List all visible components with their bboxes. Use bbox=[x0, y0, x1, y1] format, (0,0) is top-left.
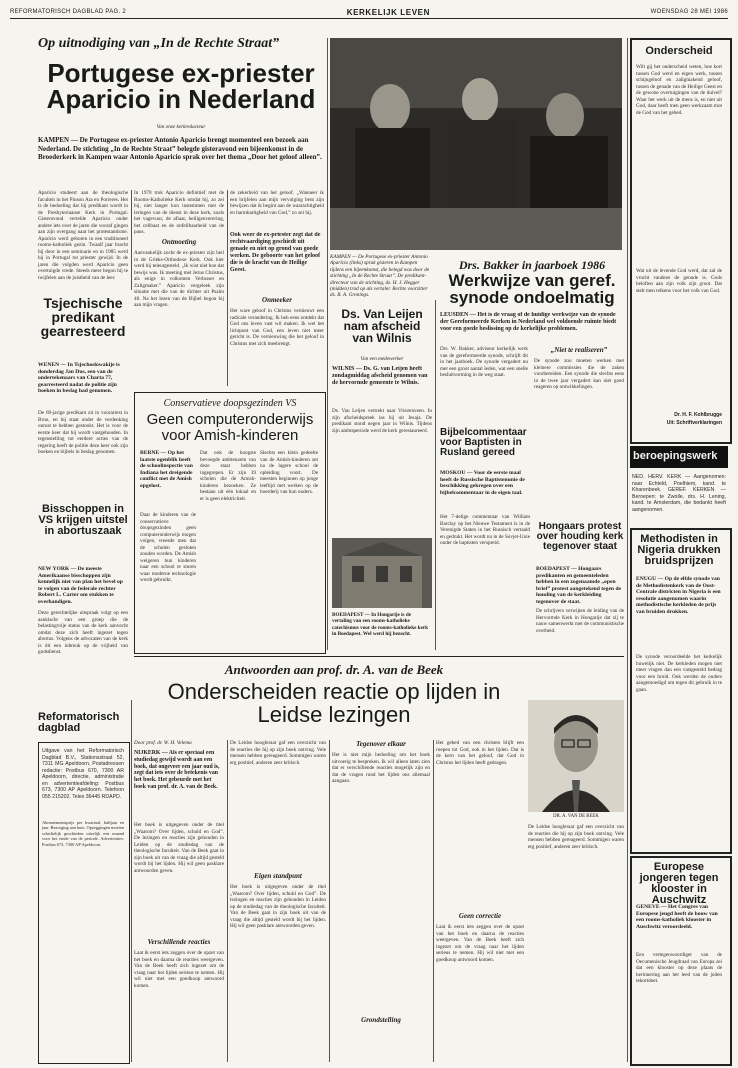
de-beek-side-col: De Leidse hoogleraar gaf een overzicht van de reacties die hij op zijn boek ontving. Vele mensen hebben gereageerd. Sommigen waren erg positief, anderen zeer kritisch. bbox=[528, 824, 624, 850]
amish-body-col2: Dat ook de hoogste bevoegde ambtenaren van deze staat hebben ingegrepen. Er zijn 39 scholen die de Amish-kinderen bezoeken. Ze bestaan uit één lokaal en er is geen elektriciteit. bbox=[200, 450, 256, 502]
tsjechische-body: De 69-jarige predikant zit in voorarrest in Brno, en hij staat onder de verdenking onrust te hebben gestookt. Het is voor de eerste keer dat hij wordt vastgehouden. In tegenstelling tot eerdere acties van de regering heeft de politie deze keer ook zijn boeken en bijbels in beslag genomen. bbox=[38, 410, 128, 455]
bijbelcommentaar-headline: Bijbelcommentaar voor Baptisten in Rusland gereed bbox=[440, 427, 527, 458]
main-headline: Portugese ex-priester Aparicio in Nederland bbox=[46, 58, 316, 114]
de-beek-body-col2: Laat ik eerst iets zeggen over de opzet van het boek en daarna de reacties weergeven. Van de Beek heeft zich ingezet om de vraag naar het lijden serieus te nemen. Hij wil niet met een goedkoop antwoord komen. bbox=[134, 950, 224, 989]
bakker-body-col2: De synode zou moeten werken met kleinere commissies die de zaken voorbereiden. Een synode die slechts eens in de twee jaar vergadert kan niet goed reageren op ontwikkelingen. bbox=[534, 358, 624, 390]
bakker-headline: Werkwijze van geref. synode ondoelmatig bbox=[448, 271, 616, 307]
main-kicker: Op uitnodiging van „In de Rechte Straat” bbox=[38, 36, 280, 51]
bisschoppen-body: Deze gerechtelijke uitspraak volgt op een aanklacht van een groep die de belastingvrije status van de kerk aanvecht omdat deze zich heeft ingezet tegen abortus. Volgens de advocaten van de kerk is dit een inbreuk op de vrijheid van godsdienst. bbox=[38, 610, 128, 655]
photo-building bbox=[332, 538, 432, 608]
de-beek-body: Het boek is uitgegeven onder de titel „Waarom? Over lijden, schuld en God”. De lezingen en reacties zijn gehouden in Leiden op de studiedag van de theologische faculteit. Van de Beek gaat in zijn boek uit van de vraag die altijd gesteld wordt bij het lijden. Hij wil geen pasklare antwoorden geven. bbox=[134, 822, 224, 874]
europese-headline: Europese jongeren tegen klooster in Auschwitz bbox=[639, 861, 719, 906]
tsjechische-headline: Tsjechische predikant gearresteerd bbox=[40, 295, 126, 339]
de-beek-sub-standpunt: Eigen standpunt bbox=[254, 872, 302, 880]
de-beek-body-col4: Het is niet mijn bedoeling om het boek uitvoerig te bespreken. Ik wil alleen laten zien dat er verschillende reacties mogelijk zijn en dat de vragen rond het lijden ons allemaal aangaan. bbox=[332, 752, 430, 784]
onderscheid-title: Onderscheid bbox=[645, 45, 713, 57]
col-rule-6 bbox=[227, 740, 228, 1062]
hongaars-headline: Hongaars protest over houding kerk tegenover staat bbox=[536, 521, 624, 552]
bakker-sub: „Niet te realiseren” bbox=[550, 346, 608, 354]
colophon-body: Uitgave van het Reformatorisch Dagblad B.V., Stationsstraat 52, 7311 MG Apeldoorn, Postadressen redactie: Postbus 670, 7300 AR Apeldoorn, directie, administratie en advertentieafdeling: Postbus 673, 7300 AP Apeldoorn. Telefoon 055 215202. Telex 36445 RDAPD. bbox=[42, 748, 124, 800]
col-rule-3 bbox=[327, 38, 328, 650]
de-beek-body-col3b: Het boek is uitgegeven onder de titel „Waarom? Over lijden, schuld en God”. De lezingen en reacties zijn gehouden in Leiden op de studiedag van de theologische faculteit. Van de Beek gaat in zijn boek uit van de vraag die altijd gesteld wordt bij het lijden. Hij wil geen pasklare antwoorden geven. bbox=[230, 884, 326, 929]
de-beek-lead: NIJKERK — Als er speciaal een studiedag gewijd wordt aan een boek, dat ongeveer een jaar oud is, zegt dat iets over de betekenis van het boek. Het gebeurde met het boek van prof. dr. A. van de Beek. bbox=[134, 750, 220, 790]
europese-lead: GENEVE — Het Congres van Europese jeugd heeft de bouw van een rooms-katholiek klooster in Auschwitz veroordeeld. bbox=[636, 904, 718, 930]
header-left: REFORMATORISCH DAGBLAD PAG. 2 bbox=[10, 9, 127, 15]
col-rule-2 bbox=[227, 190, 228, 386]
hongaars-body: De schrijvers verwijten de leiding van de Hervormde Kerk in Hongarije dat zij te nauw samenwerkt met de communistische overheid. bbox=[536, 608, 624, 634]
amish-headline: Geen computeronderwijs voor Amish-kinderen bbox=[146, 411, 314, 444]
photo-three-men bbox=[330, 38, 622, 250]
onderscheid-body: Wilt gij het onderscheid weten, hoe kort tussen God werd en eigen werk, tussen schijngeloof en zaligmakend geloof, tussen de genade van de Heilige Geest en de gewone overtuigingen van de duivel? Waar het werk uit de mens is, en niet uit God, daar heeft men geen werkzaam mot de God van het gebed. bbox=[636, 64, 722, 116]
de-beek-byline: Door prof. dr. W. H. Velema bbox=[134, 740, 192, 746]
van-leijen-headline: Ds. Van Leijen nam afscheid van Wilnis bbox=[341, 307, 423, 345]
de-beek-kicker: Antwoorden aan prof. dr. A. van de Beek bbox=[224, 662, 444, 677]
col-rule-4 bbox=[435, 300, 436, 650]
col-rule-9 bbox=[627, 38, 628, 1062]
tsjechische-lead: WENEN — In Tsjechoslowakije is donderdag Jan Dus, een van de ondertekenaars van Charta 77, gearresteerd nadat de politie zijn boeken in beslag had genomen. bbox=[38, 362, 120, 395]
main-byline: Van onze kerkredacteur bbox=[156, 124, 206, 130]
page-header bbox=[10, 6, 728, 19]
amish-lead: BERNE — Op het laatste ogenblik heeft de schoolinspectie van Indiana het dreigende conflict met de Amish opgelost. bbox=[140, 450, 193, 489]
bijbelcommentaar-body: Het 7-delige commentaar van William Barclay op het Nieuwe Testament is in de Verenigde Staten in het Russisch vertaald en gedrukt. Het wordt nu in de Sovjet-Unie onder de baptisten verspreid. bbox=[440, 514, 530, 546]
section-rule bbox=[134, 656, 624, 657]
de-beek-sub-correctie: Geen correctie bbox=[458, 912, 502, 920]
amish-kicker: Conservatieve doopsgezinden VS bbox=[163, 398, 297, 409]
col-rule-8 bbox=[433, 740, 434, 1062]
de-beek-sub-reacties: Verschillende reacties bbox=[147, 938, 211, 946]
main-body-col1: Aparicio studeert aan de theologische faculteit in het Pinson Ara en Porreres. Het is de bedoeling dat hij predikant wordt in de Presbyteriaanse Kerk in Portugal. Gisteravond vertelde Aparicio onder andere iets over de jaren die vooraf gingen aan zijn overgang naar het protestantisme. Aparicio werd geboren in een traditioneel rooms-katholiek gezin. Twaalf jaar bracht hij door in een seminarie en in 1985 werd hij in Portugal tot priester gewijd. In de jaren die volgden werd Aparicio geen overtuigde vrede. Steeds meer begon hij te twijfelen aan de juistheid van de leer. bbox=[38, 190, 128, 281]
hongaars-lead: BOEDAPEST — Hongaars predikanten en gemeenteleden hebben in een zogenaamde „open brief” protest aangetekend tegen de houding van de kerkleiding tegenover de staat. bbox=[536, 566, 622, 605]
colophon-small: Abonnementsprijs per kwartaal, halfjaar en jaar. Bezorging aan huis. Opzeggingen moeten schriftelijk geschieden uiterlijk een maand voor het einde van de periode. Advertenties: Postbus 673, 7300 AP Apeldoorn. bbox=[42, 820, 124, 847]
main-pullquote: Ook weer de ex-priester zegt dat de rechtvaardiging geschiedt uit genade en niet op grond van goede werken. De geboorte van het geloof die is de kracht van de Heilige Geest. bbox=[230, 232, 321, 273]
beroeping-body: NED. HERV. KERK — Aangenomen: naar Echteld, Poelhiem, kand. te Kharenbeek. GEREF. KERKEN — Beroepen: te Zwolle, drs. H. Lening, kand. te Amsterdam, die bedankt heeft aangenomen. bbox=[632, 474, 726, 513]
europese-body: Een vertegenwoordiger van de Oecumenische Jeugdraad van Europa zei dat een klooster op deze plaats de herinnering aan het leed van de joden tekortdoet. bbox=[636, 952, 722, 984]
bisschoppen-lead: NEW YORK — De meeste Amerikaanse bisschoppen zijn kennelijk niet van plan het bevel op te volgen van de federale rechter Robert L. Carter om stukken te overhandigen. bbox=[38, 566, 123, 605]
header-date: WOENSDAG 28 MEI 1986 bbox=[650, 9, 728, 15]
main-body-col2b: Aanvankelijk zocht de ex-priester zijn heil in de Grieks-Orthodoxe Kerk. Ook hier werd hij teleurgesteld. „Ik wist niet hoe dat bewijs was. Ik meeting met Jezus Christus, als enige in volkomen Verlosser en Zaligmaker.” Aparicio vergeleek zijn situatie met die van de dichter uit Psalm 40. Na het lezen van de Bijbel begon hij aan mijn vragen. bbox=[134, 250, 224, 308]
boedapest-caption: BOEDAPEST — In Hongarije is de vertaling van een rooms-katholieke catechismus voor de rooms-katholieke kerk in Boedapest. Wel werd hij bezocht. bbox=[332, 612, 429, 638]
amish-body: Daar de kinderen van de conservatieve doopsgezinden geen computeronderwijs mogen volgen, vreesde men dat de scholen gesloten zouden worden. De Amish weigeren hun kinderen naar een school te sturen waar moderne technologie wordt gebruikt. bbox=[140, 512, 196, 583]
main-sub-ontmoeting: Ontmoeting bbox=[161, 238, 197, 246]
main-photo bbox=[330, 38, 622, 250]
de-beek-body-col5b: Laat ik eerst iets zeggen over de opzet van het boek en daarna de reacties weergeven. Van de Beek heeft zich ingezet om de vraag naar het lijden serieus te nemen. Hij wil niet met een goedkoop antwoord komen. bbox=[436, 924, 524, 963]
main-body-col2: In 1978 trok Aparicio definitief met de Rooms-Katholieke Kerk omdat hij, zo zei hij, niet langer kon instemmen met de leringen van de dienst in deze kerk, zoals het vagevuur, de afiaat, heiligenverering, het celibaat en de onfeilbaarheid van de paus. bbox=[134, 190, 224, 234]
main-lead: KAMPEN — De Portugese ex-priester Antonio Aparicio brengt momenteel een bezoek aan Nederland. De stichting „In de Rechte Straat” belegde gisteravond een bijeenkomst in de Broederkerk in Kampen waar Antonio Aparicio sprak over het thema „Door het geloof alleen”. bbox=[38, 136, 322, 162]
col-rule-7 bbox=[329, 740, 330, 1062]
de-beek-body-col3: De Leidse hoogleraar gaf een overzicht van de reacties die hij op zijn boek ontving. Vele mensen hebben gereageerd. Sommigen waren erg positief, anderen zeer kritisch. bbox=[230, 740, 326, 766]
main-photo-caption: KAMPEN — De Portugese ex-priester Antonio Aparicio (links) sprak gisteren in Kampen tijdens een bijeenkomst, die belegd was door de stichting „In de Rechte Straat”. De predikant-directeur van de stichting, ds. H. J. Hegger (midden) trad op als vertaler. Rechts voorzitter ds. R. A. Gronings. bbox=[330, 254, 430, 299]
van-leijen-lead: WILNIS — Ds. G. van Leijen heeft zondagmiddag afscheid genomen van de hervormde gemeente te Wilnis. bbox=[332, 366, 428, 386]
van-leijen-byline: Van een medewerker bbox=[360, 356, 404, 362]
bakker-kicker: Drs. Bakker in jaarboek 1986 bbox=[458, 258, 606, 272]
col-rule-5 bbox=[131, 700, 132, 1062]
bakker-lead: LEUSDEN — Het is de vraag of de huidige werkwijze van de synode der Gereformeerde Kerken in Nederland wel voldoende ruimte biedt voor een goede beslissing op de kerkelijke problemen. bbox=[440, 312, 617, 332]
onderscheid-signature: Dr. H. F. Kohlbrugge bbox=[674, 412, 722, 418]
de-beek-body-col5: Het gebed van een christen blijft een roepen tot God, ook in het lijden. Dat is de kern van het geloof, dat God in Christus het lijden heeft gedragen. bbox=[436, 740, 524, 766]
col-rule-1 bbox=[131, 190, 132, 290]
main-body-col3: de zekerheid van het geloof. „Wanneer ik een brijfelen aan mijn vervolging bent zijn bewijzen dat ik begint aan de waarachtigheid en barmhartigheid van God,” zo zei hij. bbox=[230, 190, 324, 216]
de-beek-sub-grondstelling: Grondstelling bbox=[361, 1016, 401, 1024]
de-beek-sub-tegenover: Tegenover elkaar bbox=[356, 740, 406, 748]
de-beek-portrait bbox=[528, 700, 624, 812]
bakker-body: Drs. W. Bakker, adviseur kerkelijk werk van de gereformeerde synode, schrijft dit in het jaarboek. De synode vergadert nu met een groot aantal leden, wat een snelle besluitvorming in de weg staat. bbox=[440, 346, 528, 378]
van-leijen-body: Ds. Van Leijen vertrekt naar Vriezenveen. In zijn afscheidspreek las hij uit Jesaja. De predikant stond negen jaar in Wilnis. Tijdens zijn ambtsperiode werd de kerk gerestaureerd. bbox=[332, 408, 432, 434]
section-title: KERKELIJK LEVEN bbox=[346, 7, 430, 17]
methodisten-headline: Methodisten in Nigeria drukken bruidsprijzen bbox=[637, 533, 721, 567]
beroeping-title: beroepingswerk bbox=[633, 450, 718, 462]
boedapest-photo bbox=[332, 538, 432, 608]
main-sub-onmeeker: Onmeeker bbox=[262, 296, 292, 304]
amish-body-col3: Slechts een klein gedeelte van de Amish-kinderen zet na de lagere school de opleiding voort. De meesten beginnen op jonge leeftijd met werken op de boerderij van hun ouders. bbox=[260, 450, 318, 495]
main-body-col3b: Het ware geloof in Christus vernieuwt een radicale verandering. Ik heb eens ontdekt dat God ons leven vast wil maken. Ik wel het lichtpunt van God, een leven niet meer gericht is. De vernieuwing die het geloof in Christus met zich meebrengt. bbox=[230, 308, 324, 347]
de-beek-headline: Onderscheiden reactie op lijden in Leidse lezingen bbox=[167, 679, 501, 728]
methodisten-body: De synode veroordeelde het kerkelijk huwelijk niet. De kerkleden mogen niet meer vragen dan een vastgesteld bedrag voor een bruid. Ook werden de ouders aangemoedigd om tegen dit gebruik in te gaan. bbox=[636, 654, 722, 693]
bisschoppen-headline: Bisschoppen in VS krijgen uitstel in abortuszaak bbox=[38, 503, 128, 537]
de-beek-portrait-caption: DR. A. VAN DE BEEK bbox=[553, 814, 599, 819]
methodisten-lead: ENUGU — Op de elfde synode van de Methodistenkerk van de Oost-Centrale districten in Nigeria is een resolutie aangenomen waarin methodistische kerkleden de prijs van bruiden drukken. bbox=[636, 576, 721, 615]
onderscheid-body2: Wat uit de levende God werd, dat zal de vrucht vandeze de genade is. Gods beloften aan zijn volk zijn groot. Dat stelt men telkens voor het volk van God. bbox=[636, 268, 722, 294]
onderscheid-source: Uit: Schriftverklaringen bbox=[666, 420, 722, 426]
bijbelcommentaar-lead: MOSKOU — Voor de eerste maal heeft de Russische Baptistenunie de beschikking gekregen over een bijbelcommentaar in de eigen taal. bbox=[440, 470, 525, 496]
portrait-man bbox=[528, 700, 624, 812]
colophon-title: Reformatorisch dagblad bbox=[38, 711, 120, 734]
